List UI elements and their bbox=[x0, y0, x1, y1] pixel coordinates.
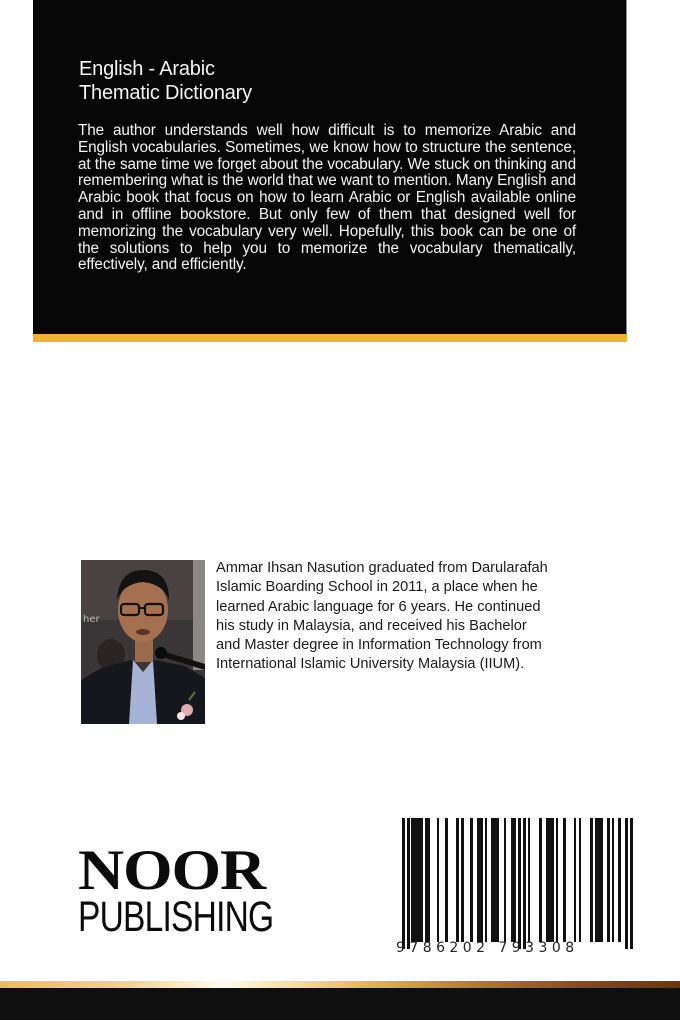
bottom-black-band bbox=[0, 988, 680, 1020]
author-portrait-image bbox=[81, 560, 205, 724]
author-bio-line: International Islamic University Malaysia (IIUM). bbox=[216, 656, 525, 673]
author-bio-line: Ammar Ihsan Nasution graduated from Darularafah bbox=[216, 560, 548, 576]
publisher-logo-publishing: PUBLISHING bbox=[78, 893, 274, 941]
publisher-logo bbox=[78, 839, 288, 941]
book-title-line-1: English - Arabic bbox=[79, 58, 215, 80]
gold-gradient-band bbox=[0, 981, 680, 988]
svg-text:her: her bbox=[83, 614, 100, 625]
author-bio-line: learned Arabic language for 6 years. He continued bbox=[216, 598, 541, 615]
author-bio-line: his study in Malaysia, and received his Bachelor bbox=[216, 617, 527, 634]
author-bio bbox=[216, 559, 636, 675]
author-bio-line: and Master degree in Information Technology from bbox=[216, 637, 542, 654]
publisher-logo-noor: NOOR bbox=[78, 839, 266, 902]
book-title-line-2: Thematic Dictionary bbox=[79, 82, 252, 104]
book-title bbox=[79, 57, 252, 105]
author-photo bbox=[81, 560, 205, 724]
book-blurb: The author understands well how difficult is to memorize Arabic and English vocabularies. Sometimes, we know how to structure the sentence, at the same time we forget about the vocabulary. We stuck on thinking and remembering what is the world that we want to mention. Many English and Arabic book that focus on how to learn Arabic or English available online and in offline bookstore. But only few of them that designed well for memorizing the vocabulary very well. Hopefully, this book can be one of the solutions to help you to memorize the vocabulary thematically, effectively, and efficiently. bbox=[78, 122, 576, 274]
gold-divider bbox=[33, 334, 627, 342]
author-bio-line: Islamic Boarding School in 2011, a place when he bbox=[216, 579, 538, 596]
isbn-digits: 9 7 8 6 2 0 2 7 9 3 3 0 8 bbox=[396, 940, 575, 956]
